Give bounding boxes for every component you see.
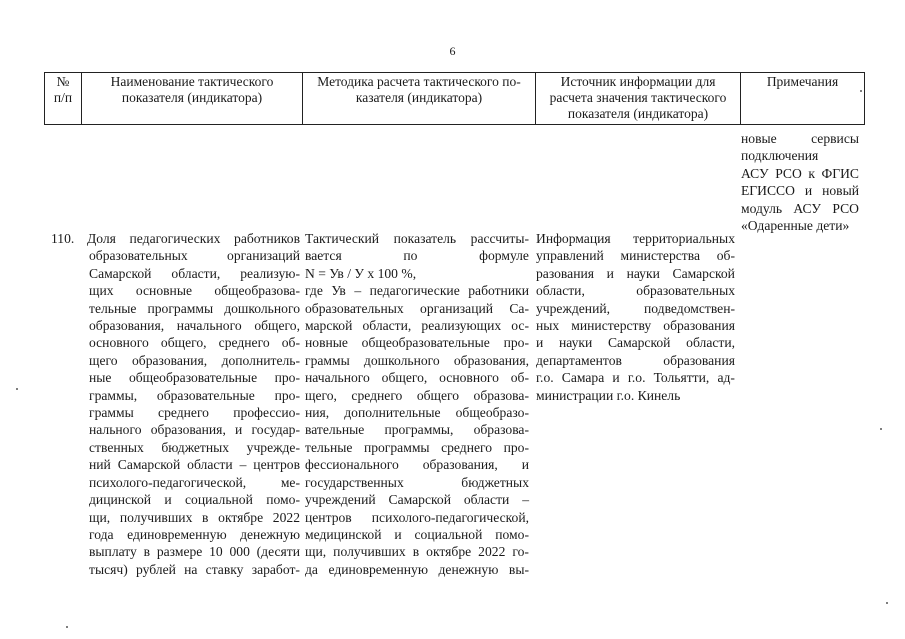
method-line: тельные программы среднего про- (305, 439, 529, 455)
header-col-source: Источник информации для расчета значения тактического показателя (индикатора) (536, 73, 741, 125)
notes-line: новые сервисы (741, 131, 859, 146)
name-line: тысяч) рублей на ставку заработ- (89, 561, 300, 577)
row-number: 110. (51, 231, 75, 246)
name-line: основного общего, среднего об- (89, 335, 300, 351)
header-col-notes: Примечания (741, 73, 865, 125)
continuation-notes (741, 130, 859, 234)
header-col-name: Наименование тактического показателя (индикатора) (82, 73, 303, 125)
scan-speck (66, 626, 68, 628)
name-line: щего образования, дополнитель- (89, 352, 300, 368)
scan-speck (880, 428, 882, 430)
source-line: ных министерству образования (536, 318, 735, 334)
name-line: образовательных организаций (89, 248, 300, 264)
name-line: щих основные общеобразова- (89, 283, 300, 299)
method-line: ния, дополнительные общеобразо- (305, 405, 529, 421)
source-line: г.о. Самара и г.о. Тольятти, ад- (536, 370, 735, 386)
name-line: ственных бюджетных учрежде- (89, 439, 300, 455)
notes-line: «Одаренные дети» (741, 218, 850, 234)
name-line: дицинской и социальной помо- (89, 492, 300, 508)
method-line: вается по формуле (305, 248, 529, 264)
name-line: ний Самарской области – центров (89, 457, 300, 473)
method-line: медицинской и социальной помо- (305, 526, 529, 542)
name-line: Самарской области, реализую- (89, 265, 300, 281)
scan-speck (886, 602, 888, 604)
scan-speck (16, 388, 18, 390)
scan-speck (860, 90, 862, 92)
notes-line: подключения (741, 148, 819, 164)
name-line: граммы, образовательные про- (89, 387, 300, 403)
method-line: щего, среднего общего образова- (305, 387, 529, 403)
page-number: 6 (449, 44, 456, 58)
name-line: ные общеобразовательные про- (89, 370, 300, 386)
notes-line: модуль АСУ РСО (741, 200, 859, 216)
method-line: центров психолого-педагогической, (305, 509, 529, 525)
method-line: новные общеобразовательные про- (305, 335, 529, 351)
method-line: граммы дошкольного образования, (305, 352, 529, 368)
method-line: учреждений Самарской области – (305, 492, 529, 508)
name-line: граммы среднего профессио- (89, 405, 300, 421)
method-line: государственных бюджетных (305, 474, 529, 490)
formula: N = Ув / У х 100 %, (305, 265, 417, 281)
name-line: психолого-педагогической, ме- (89, 474, 300, 490)
source-line: учреждений, подведомствен- (536, 300, 735, 316)
method-line: образовательных организаций Са- (305, 300, 529, 316)
header-col-number: № п/п (45, 73, 82, 125)
name-line: Доля педагогических работников (87, 231, 300, 246)
source-line: Информация территориальных (536, 231, 735, 246)
method-line: где Ув – педагогические работники (305, 283, 529, 299)
source-line: департаментов образования (536, 352, 735, 368)
source-line: области, образовательных (536, 283, 735, 299)
name-line: щи, получивших в октябре 2022 (89, 509, 300, 525)
name-line: тельные программы дошкольного (89, 300, 300, 316)
source-line: министрации г.о. Кинель (536, 387, 681, 403)
name-line: выплату в размере 10 000 (десяти (89, 544, 300, 560)
indicator-name-cell (87, 230, 300, 578)
source-line: разования и науки Самарской (536, 265, 735, 281)
source-line: управлений министерства об- (536, 248, 735, 264)
method-line: вательные программы, образова- (305, 422, 529, 438)
name-line: года единовременную денежную (89, 526, 300, 542)
header-col-method: Методика расчета тактического по-казателя (индикатора) (303, 73, 536, 125)
method-line: да единовременную денежную вы- (305, 561, 529, 577)
calculation-method-cell (305, 230, 529, 578)
notes-line: АСУ РСО к ФГИС (741, 165, 859, 181)
name-line: образования, начального общего, (89, 318, 300, 334)
notes-line: ЕГИССО и новый (741, 183, 859, 199)
method-line: фессионального образования, и (305, 457, 529, 473)
information-source-cell (536, 230, 735, 404)
method-line: Тактический показатель рассчиты- (305, 231, 529, 246)
source-line: и науки Самарской области, (536, 335, 735, 351)
method-line: начального общего, основного об- (305, 370, 529, 386)
method-line: марской области, реализующих ос- (305, 318, 529, 334)
method-line: щи, получивших в октябре 2022 го- (305, 544, 529, 560)
table-header (44, 72, 865, 125)
name-line: нального образования, и государ- (89, 422, 300, 438)
